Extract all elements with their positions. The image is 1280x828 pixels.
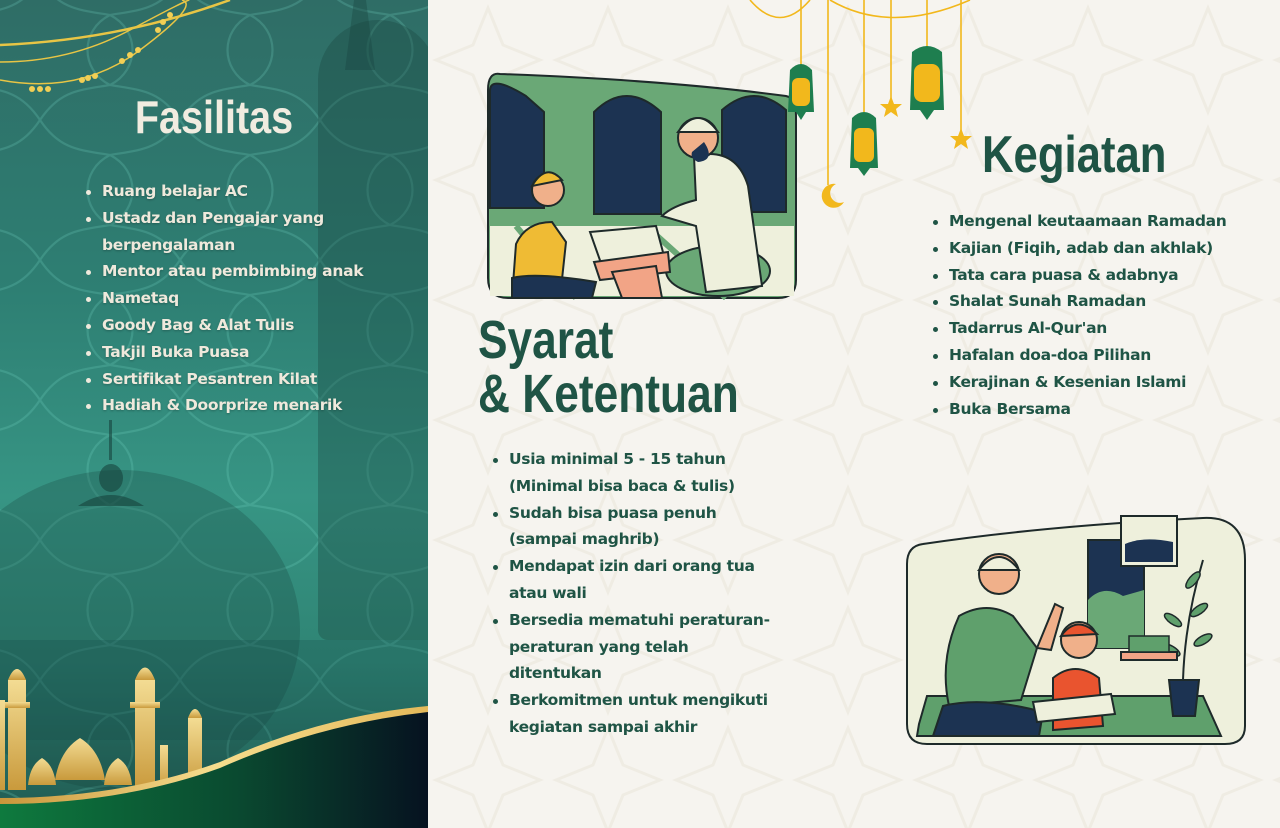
fasilitas-list bbox=[86, 178, 406, 419]
list-item: Shalat Sunah Ramadan bbox=[933, 288, 1263, 315]
string-lights-decoration bbox=[0, 0, 240, 100]
list-item: Buka Bersama bbox=[933, 396, 1263, 423]
list-item: Goody Bag & Alat Tulis bbox=[86, 312, 406, 339]
crescent-moon-icon bbox=[822, 184, 844, 208]
illustration-father-teaching-son bbox=[903, 500, 1247, 746]
lantern-icon bbox=[788, 64, 814, 120]
golden-mosque-skyline-wave bbox=[0, 640, 428, 828]
list-item: Ustadz dan Pengajar yang berpengalaman bbox=[86, 205, 406, 259]
list-item: Ruang belajar AC bbox=[86, 178, 406, 205]
list-item: Tata cara puasa & adabnya bbox=[933, 262, 1263, 289]
syarat-list bbox=[493, 446, 783, 741]
list-item: Usia minimal 5 - 15 tahun (Minimal bisa baca & tulis) bbox=[493, 446, 783, 500]
syarat-title-line1: Syarat bbox=[478, 310, 614, 370]
list-item: Takjil Buka Puasa bbox=[86, 339, 406, 366]
list-item: Hadiah & Doorprize menarik bbox=[86, 392, 406, 419]
list-item: Kerajinan & Kesenian Islami bbox=[933, 369, 1263, 396]
list-item: Bersedia mematuhi peraturan-peraturan yang telah ditentukan bbox=[493, 607, 783, 687]
fasilitas-title: Fasilitas bbox=[134, 91, 294, 143]
list-item: Mengenal keutaamaan Ramadan bbox=[933, 208, 1263, 235]
list-item: Tadarrus Al-Qur'an bbox=[933, 315, 1263, 342]
list-item: Sudah bisa puasa penuh (sampai maghrib) bbox=[493, 500, 783, 554]
kegiatan-list bbox=[933, 208, 1263, 422]
list-item: Berkomitmen untuk mengikuti kegiatan sampai akhir bbox=[493, 687, 783, 741]
fasilitas-panel bbox=[0, 0, 428, 828]
list-item: Sertifikat Pesantren Kilat bbox=[86, 366, 406, 393]
list-item: Hafalan doa-doa Pilihan bbox=[933, 342, 1263, 369]
star-icon bbox=[880, 96, 902, 117]
list-item: Mentor atau pembimbing anak bbox=[86, 258, 406, 285]
star-icon bbox=[950, 128, 972, 149]
dome-finial-icon bbox=[78, 420, 144, 510]
syarat-title bbox=[478, 310, 739, 424]
kegiatan-title: Kegiatan bbox=[982, 126, 1167, 184]
lantern-icon bbox=[850, 112, 878, 176]
list-item: Mendapat izin dari orang tua atau wali bbox=[493, 553, 783, 607]
list-item: Nametaq bbox=[86, 285, 406, 312]
syarat-title-line2: & Ketentuan bbox=[478, 364, 739, 424]
list-item: Kajian (Fiqih, adab dan akhlak) bbox=[933, 235, 1263, 262]
lantern-icon bbox=[910, 46, 944, 120]
